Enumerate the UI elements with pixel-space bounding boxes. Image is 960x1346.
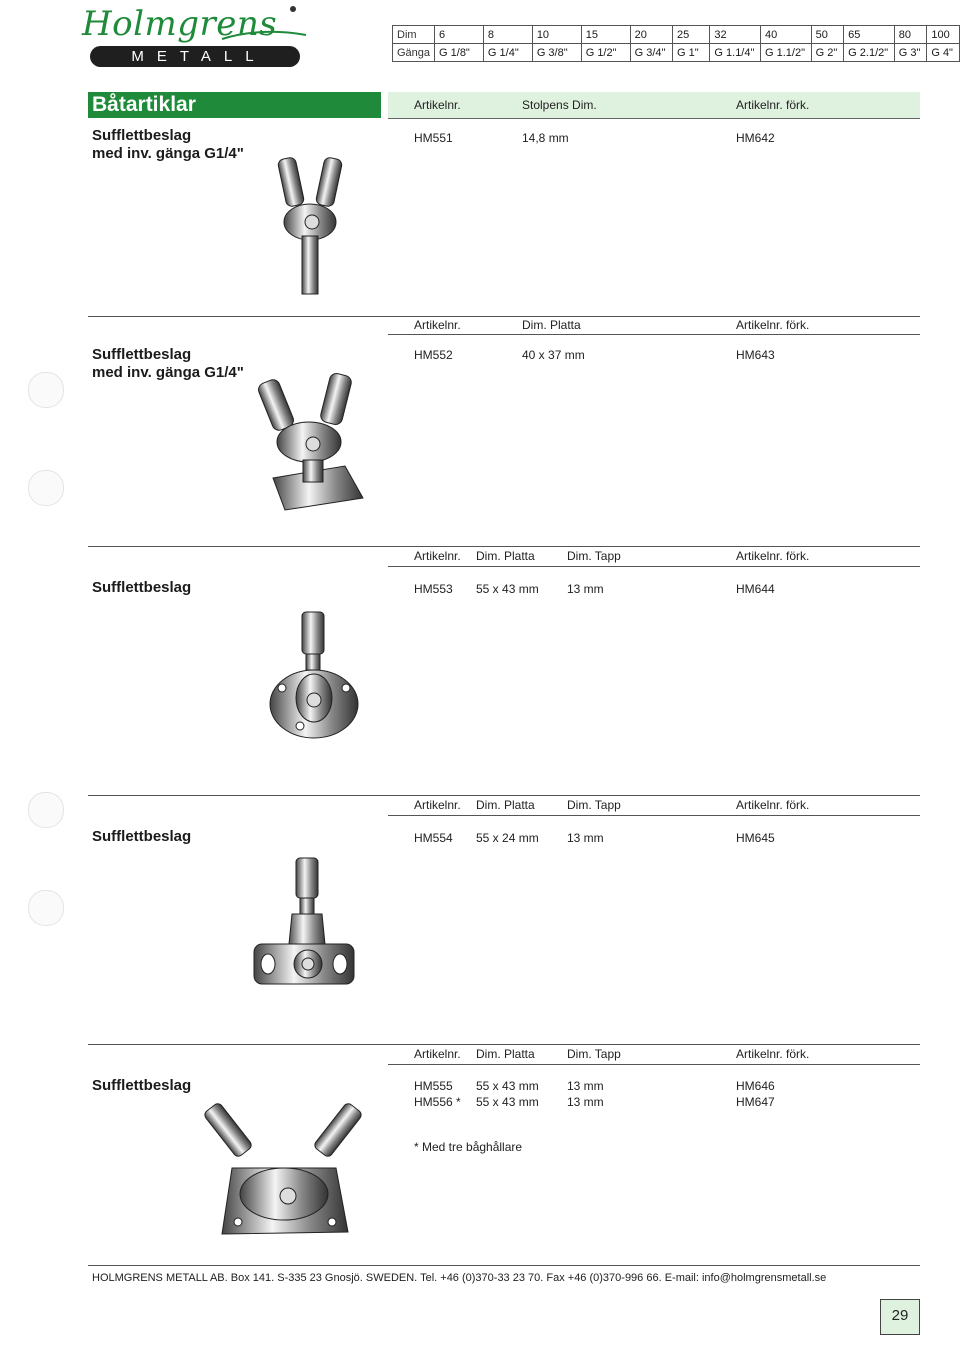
thread-cell: G 2" <box>811 44 844 62</box>
divider <box>88 546 920 547</box>
thread-cell: G 4" <box>927 44 960 62</box>
article-number: HM551 <box>414 131 453 145</box>
footnote: * Med tre båghållare <box>414 1140 523 1154</box>
logo-script: Holmgrens <box>82 4 278 44</box>
product-name: Sufflettbeslag <box>92 828 192 845</box>
dim-cell: 25 <box>672 26 709 44</box>
dim-cell: 65 <box>844 26 895 44</box>
article-number: HM556 * <box>414 1095 461 1109</box>
col-header-artikelnr: Artikelnr. <box>414 98 461 112</box>
footer-address: HOLMGRENS METALL AB. Box 141. S-335 23 Gnosjö. SWEDEN. Tel. +46 (0)370-33 23 70. Fax +46 (0)370-996 66. E-mail: info@holmgrensmetall.se <box>92 1272 827 1284</box>
thread-row-label: Gänga <box>393 44 435 62</box>
divider <box>388 334 920 335</box>
col-header-artikelnr-fork: Artikelnr. förk. <box>736 549 810 563</box>
logo-dot-icon <box>290 6 296 12</box>
thread-cell: G 1.1/4" <box>710 44 761 62</box>
col-header-dim: Stolpens Dim. <box>522 98 597 112</box>
thread-cell: G 1.1/2" <box>761 44 812 62</box>
col-header-artikelnr-fork: Artikelnr. förk. <box>736 1047 810 1061</box>
article-number-fork: HM644 <box>736 582 775 596</box>
punch-hole-icon <box>28 792 64 828</box>
post-dimension: 14,8 mm <box>522 131 569 145</box>
dim-cell: 100 <box>927 26 960 44</box>
product-name: Sufflettbeslag <box>92 346 192 363</box>
footer-divider <box>88 1265 920 1266</box>
col-header-artikelnr: Artikelnr. <box>414 318 461 332</box>
dim-cell: 6 <box>435 26 484 44</box>
divider <box>388 815 920 816</box>
dim-cell: 10 <box>532 26 581 44</box>
dim-cell: 32 <box>710 26 761 44</box>
punch-hole-icon <box>28 372 64 408</box>
divider <box>388 566 920 567</box>
product-name: Sufflettbeslag <box>92 1077 192 1094</box>
article-number-fork: HM643 <box>736 348 775 362</box>
thread-cell: G 3/8" <box>532 44 581 62</box>
article-number: HM552 <box>414 348 453 362</box>
dimension-table <box>392 25 960 62</box>
product-photo-y-fitting-plate <box>245 370 375 518</box>
col-header-dim: Dim. Platta <box>522 318 581 332</box>
article-number-fork: HM647 <box>736 1095 775 1109</box>
thread-row <box>393 44 960 62</box>
section-column-header-band <box>388 92 920 119</box>
section-title: Båtartiklar <box>92 93 196 116</box>
product-photo-y-fitting-tube <box>262 150 358 300</box>
col-header-artikelnr: Artikelnr. <box>414 798 461 812</box>
col-header-artikelnr: Artikelnr. <box>414 1047 461 1061</box>
col-header-dim-platta: Dim. Platta <box>476 549 535 563</box>
col-header-artikelnr-fork: Artikelnr. förk. <box>736 318 810 332</box>
logo-wordmark: METALL <box>90 46 300 67</box>
article-number: HM555 <box>414 1079 453 1093</box>
thread-cell: G 3/4" <box>630 44 672 62</box>
product-photo-round-plate <box>262 608 366 746</box>
article-number: HM554 <box>414 831 453 845</box>
thread-cell: G 3" <box>894 44 927 62</box>
plate-dimension: 40 x 37 mm <box>522 348 585 362</box>
divider <box>88 1044 920 1045</box>
divider <box>388 1064 920 1065</box>
dim-cell: 80 <box>894 26 927 44</box>
pin-dimension: 13 mm <box>567 582 604 596</box>
pin-dimension: 13 mm <box>567 1095 604 1109</box>
pin-dimension: 13 mm <box>567 831 604 845</box>
thread-cell: G 2.1/2" <box>844 44 895 62</box>
plate-dimension: 55 x 24 mm <box>476 831 539 845</box>
col-header-dim-tapp: Dim. Tapp <box>567 549 621 563</box>
punch-hole-icon <box>28 890 64 926</box>
col-header-dim-tapp: Dim. Tapp <box>567 798 621 812</box>
col-header-artikelnr-fork: Artikelnr. förk. <box>736 98 810 112</box>
col-header-dim-platta: Dim. Platta <box>476 1047 535 1061</box>
product-name-thread: med inv. gänga G1/4" <box>92 364 244 381</box>
dim-cell: 40 <box>761 26 812 44</box>
article-number-fork: HM642 <box>736 131 775 145</box>
dim-cell: 20 <box>630 26 672 44</box>
article-number: HM553 <box>414 582 453 596</box>
dim-row <box>393 26 960 44</box>
dim-cell: 50 <box>811 26 844 44</box>
product-name: Sufflettbeslag <box>92 579 192 596</box>
plate-dimension: 55 x 43 mm <box>476 582 539 596</box>
col-header-artikelnr-fork: Artikelnr. förk. <box>736 798 810 812</box>
logo-swoosh-icon <box>220 25 310 45</box>
pin-dimension: 13 mm <box>567 1079 604 1093</box>
page-number: 29 <box>891 1307 909 1324</box>
divider <box>88 316 920 317</box>
thread-cell: G 1/8" <box>435 44 484 62</box>
product-photo-narrow-plate <box>250 856 358 994</box>
punch-hole-icon <box>28 470 64 506</box>
dim-row-label: Dim <box>393 26 435 44</box>
plate-dimension: 55 x 43 mm <box>476 1079 539 1093</box>
divider <box>88 795 920 796</box>
product-name-thread: med inv. gänga G1/4" <box>92 145 244 162</box>
col-header-artikelnr: Artikelnr. <box>414 549 461 563</box>
thread-cell: G 1" <box>672 44 709 62</box>
plate-dimension: 55 x 43 mm <box>476 1095 539 1109</box>
col-header-dim-tapp: Dim. Tapp <box>567 1047 621 1061</box>
dim-cell: 15 <box>581 26 630 44</box>
col-header-dim-platta: Dim. Platta <box>476 798 535 812</box>
product-photo-double-fitting <box>196 1094 372 1244</box>
thread-cell: G 1/2" <box>581 44 630 62</box>
article-number-fork: HM645 <box>736 831 775 845</box>
article-number-fork: HM646 <box>736 1079 775 1093</box>
dim-cell: 8 <box>483 26 532 44</box>
product-name: Sufflettbeslag <box>92 127 192 144</box>
thread-cell: G 1/4" <box>483 44 532 62</box>
